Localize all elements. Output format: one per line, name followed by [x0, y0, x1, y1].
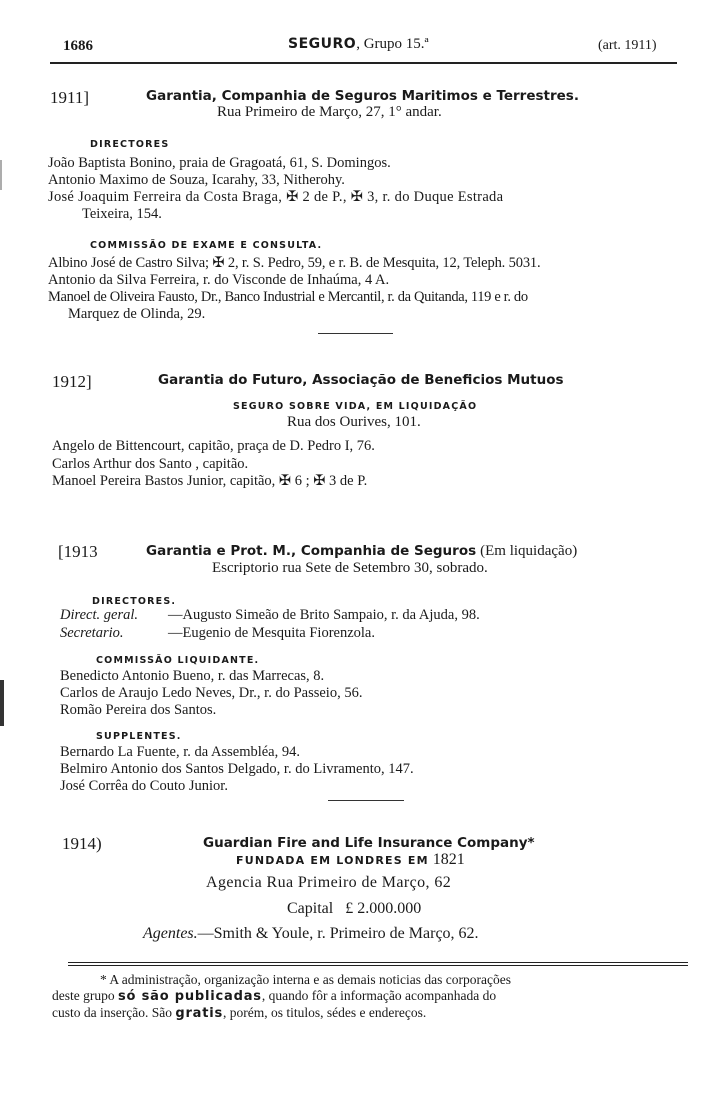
scan-mark — [0, 680, 4, 726]
entry-number: 1911] — [50, 88, 90, 107]
section-heading: DIRECTORES. — [92, 596, 177, 607]
person-line: Teixeira, 154. — [82, 206, 162, 222]
running-title-group: , Grupo 15.ª — [356, 36, 429, 52]
agents-label: Agentes. — [143, 925, 198, 942]
section-heading: DIRECTORES — [90, 139, 170, 150]
person-line: Albino José de Castro Silva; ✠ 2, r. S. Pedro, 59, e r. B. de Mesquita, 12, Teleph. 5031. — [48, 255, 541, 271]
person-line: Benedicto Antonio Bueno, r. das Marrecas, 8. — [60, 668, 325, 684]
person-line: Antonio Maximo de Souza, Icarahy, 33, Nitherohy. — [48, 172, 345, 188]
entry-divider — [328, 800, 404, 801]
entry-title: Garantia, Companhia de Seguros Maritimos e Terrestres. — [146, 88, 579, 104]
section-heading: SUPPLENTES. — [96, 731, 182, 742]
role-text: —Eugenio de Mesquita Fiorenzola. — [168, 625, 375, 641]
person-line: Manoel Pereira Bastos Junior, capitão, ✠ 6 ; ✠ 3 de P. — [52, 473, 368, 489]
footnote-line: * A administração, organização interna e as demais noticias das corporações — [100, 972, 511, 987]
entry-address: Escriptorio rua Sete de Setembro 30, sobrado. — [212, 560, 488, 576]
person-line: José Joaquim Ferreira da Costa Braga, ✠ 2 de P., ✠ 3, r. do Duque Estrada — [48, 189, 504, 205]
entry-title-block — [146, 542, 577, 560]
person-line: Romão Pereira dos Santos. — [60, 702, 217, 718]
running-title-main: SEGURO — [288, 36, 357, 52]
role-text: —Augusto Simeão de Brito Sampaio, r. da Ajuda, 98. — [168, 607, 480, 623]
entry-capital — [287, 900, 421, 918]
entry-number: 1912] — [52, 372, 92, 391]
footnote-text: custo da inserção. São — [52, 1005, 172, 1020]
role-line — [60, 607, 480, 624]
person-line: José Corrêa do Couto Junior. — [60, 778, 228, 794]
footnote-line — [52, 988, 496, 1004]
footnote-emphasis: só são publicadas — [117, 989, 262, 1004]
footnote-text: , porém, os titulos, sédes e endereços. — [223, 1005, 427, 1020]
header-rule — [50, 62, 677, 64]
scan-mark — [0, 160, 2, 190]
role-label: Direct. geral. — [60, 607, 138, 623]
role-label: Secretario. — [60, 625, 124, 641]
role-line — [60, 625, 375, 642]
person-line: Manoel de Oliveira Fausto, Dr., Banco Industrial e Mercantil, r. da Quitanda, 119 e r. do — [48, 289, 528, 305]
entry-address: Rua Primeiro de Março, 27, 1° andar. — [217, 104, 442, 120]
article-reference: (art. 1911) — [598, 38, 657, 53]
person-line: Belmiro Antonio dos Santos Delgado, r. do Livramento, 147. — [60, 761, 414, 777]
entry-number: [1913 — [58, 542, 98, 561]
footnote-emphasis: gratis — [175, 1006, 224, 1021]
entry-founded — [236, 851, 465, 869]
entry-address: Rua dos Ourives, 101. — [287, 414, 421, 430]
entry-divider — [318, 333, 393, 334]
capital-value: £ 2.000.000 — [345, 900, 422, 917]
person-line: Angelo de Bittencourt, capitão, praça de D. Pedro I, 76. — [52, 438, 375, 454]
founded-caps: FUNDADA EM LONDRES EM — [236, 854, 429, 867]
person-line: João Baptista Bonino, praia de Gragoatá, 61, S. Domingos. — [48, 155, 391, 171]
footnote-line — [52, 1005, 426, 1021]
entry-number: 1914) — [62, 834, 102, 853]
entry-title-note: (Em liquidação) — [480, 543, 578, 559]
agents-text: —Smith & Youle, r. Primeiro de Março, 62. — [197, 925, 479, 942]
page-number: 1686 — [63, 38, 93, 54]
footnote-rule — [68, 965, 688, 966]
founded-year: 1821 — [432, 851, 465, 868]
section-heading: COMMISSÃO LIQUIDANTE. — [96, 655, 260, 666]
entry-subtitle-caps: SEGURO SOBRE VIDA, EM LIQUIDAÇÃO — [233, 401, 478, 412]
person-line: Carlos de Araujo Ledo Neves, Dr., r. do Passeio, 56. — [60, 685, 363, 701]
person-line: Carlos Arthur dos Santo , capitão. — [52, 456, 249, 472]
entry-title: Garantia do Futuro, Associação de Beneficios Mutuos — [158, 372, 564, 388]
entry-title: Guardian Fire and Life Insurance Company* — [203, 835, 535, 851]
entry-agents — [143, 925, 479, 943]
running-title — [288, 36, 429, 53]
person-line: Marquez de Olinda, 29. — [68, 306, 206, 322]
person-line: Bernardo La Fuente, r. da Assembléa, 94. — [60, 744, 300, 760]
footnote-text: deste grupo — [52, 988, 115, 1003]
footnote-text: , quando fôr a informação acompanhada do — [261, 988, 497, 1003]
footnote-rule — [68, 962, 688, 963]
entry-agency: Agencia Rua Primeiro de Março, 62 — [206, 874, 452, 891]
section-heading: COMMISSÃO DE EXAME E CONSULTA. — [90, 240, 323, 251]
capital-label: Capital — [287, 900, 334, 917]
person-line: Antonio da Silva Ferreira, r. do Visconde de Inhaúma, 4 A. — [48, 272, 390, 288]
entry-title: Garantia e Prot. M., Companhia de Seguros — [146, 543, 477, 559]
